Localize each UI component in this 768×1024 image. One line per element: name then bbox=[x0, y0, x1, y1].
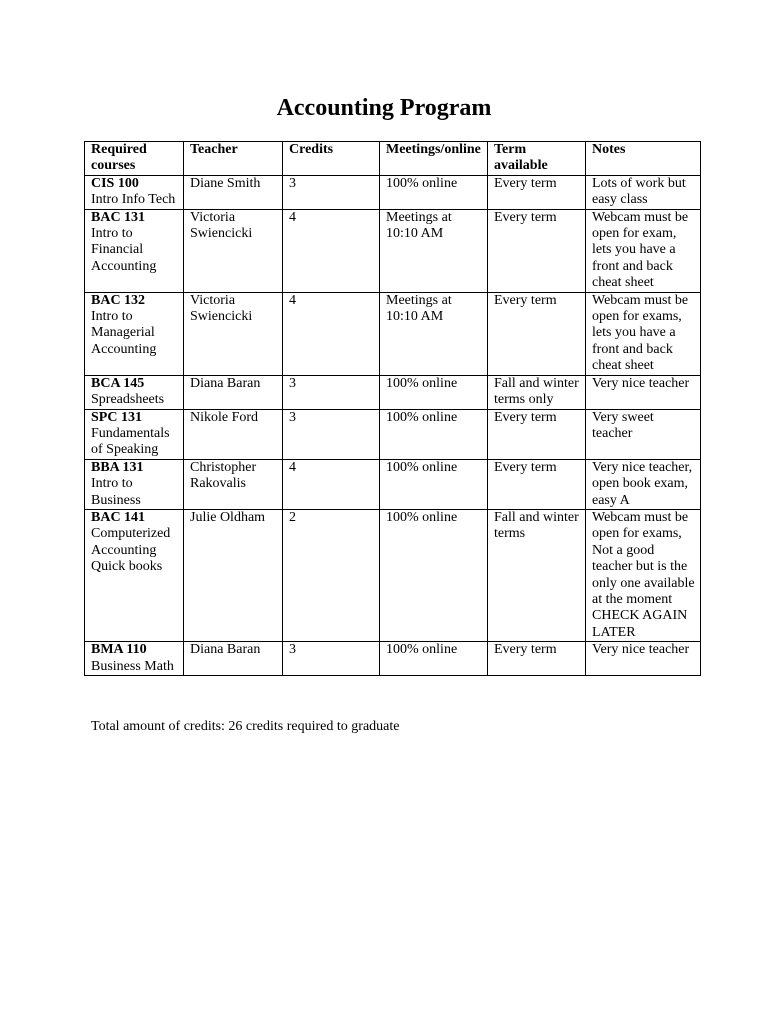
course-code: BAC 131 bbox=[91, 209, 146, 225]
course-cell bbox=[85, 642, 184, 676]
term-cell: Every term bbox=[488, 409, 586, 459]
meetings-cell: 100% online bbox=[380, 459, 488, 509]
header-teacher: Teacher bbox=[184, 142, 283, 176]
teacher-cell: Diana Baran bbox=[184, 642, 283, 676]
table-header-row bbox=[85, 142, 701, 176]
course-code: BCA 145 bbox=[91, 375, 145, 391]
credits-cell: 4 bbox=[283, 459, 380, 509]
course-table bbox=[84, 141, 701, 676]
header-required-courses: Required courses bbox=[85, 142, 184, 176]
notes-cell: Lots of work but easy class bbox=[586, 175, 701, 209]
table-row bbox=[85, 292, 701, 375]
credits-cell: 3 bbox=[283, 175, 380, 209]
course-cell bbox=[85, 509, 184, 641]
teacher-cell: Victoria Swiencicki bbox=[184, 292, 283, 375]
credits-cell: 3 bbox=[283, 375, 380, 409]
course-name: Computerized Accounting Quick books bbox=[91, 526, 171, 575]
course-code: BAC 141 bbox=[91, 509, 146, 525]
course-name: Intro to Financial Accounting bbox=[91, 226, 157, 274]
table-row bbox=[85, 459, 701, 509]
credits-cell: 4 bbox=[283, 292, 380, 375]
meetings-cell: 100% online bbox=[380, 175, 488, 209]
table-row bbox=[85, 409, 701, 459]
course-rows bbox=[85, 175, 701, 675]
teacher-cell: Victoria Swiencicki bbox=[184, 209, 283, 292]
table-row bbox=[85, 509, 701, 641]
course-code: BBA 131 bbox=[91, 459, 144, 475]
notes-cell: Webcam must be open for exam, lets you have a front and back cheat sheet bbox=[586, 209, 701, 292]
course-code: BMA 110 bbox=[91, 642, 147, 658]
notes-cell: Very nice teacher bbox=[586, 642, 701, 676]
meetings-cell: 100% online bbox=[380, 409, 488, 459]
meetings-cell: Meetings at 10:10 AM bbox=[380, 209, 488, 292]
course-name: Fundamentals of Speaking bbox=[91, 425, 170, 458]
credits-cell: 3 bbox=[283, 409, 380, 459]
teacher-cell: Christopher Rakovalis bbox=[184, 459, 283, 509]
credits-cell: 3 bbox=[283, 642, 380, 676]
meetings-cell: 100% online bbox=[380, 642, 488, 676]
total-credits-note: Total amount of credits: 26 credits required to graduate bbox=[91, 719, 400, 734]
teacher-cell: Julie Oldham bbox=[184, 509, 283, 641]
meetings-cell: 100% online bbox=[380, 509, 488, 641]
course-cell bbox=[85, 459, 184, 509]
course-name: Spreadsheets bbox=[91, 392, 165, 408]
course-cell bbox=[85, 209, 184, 292]
header-notes: Notes bbox=[586, 142, 701, 176]
notes-cell: Very nice teacher, open book exam, easy A bbox=[586, 459, 701, 509]
notes-cell: Webcam must be open for exams, Not a good teacher but is the only one available at the moment CHECK AGAIN LATER bbox=[586, 509, 701, 641]
table-row bbox=[85, 375, 701, 409]
teacher-cell: Diane Smith bbox=[184, 175, 283, 209]
course-name: Intro Info Tech bbox=[91, 192, 176, 208]
term-cell: Every term bbox=[488, 459, 586, 509]
course-cell bbox=[85, 175, 184, 209]
course-code: CIS 100 bbox=[91, 175, 139, 191]
course-name: Intro to Managerial Accounting bbox=[91, 309, 157, 357]
term-cell: Every term bbox=[488, 642, 586, 676]
course-code: SPC 131 bbox=[91, 409, 142, 425]
table-row bbox=[85, 209, 701, 292]
credits-cell: 2 bbox=[283, 509, 380, 641]
header-credits: Credits bbox=[283, 142, 380, 176]
notes-cell: Very sweet teacher bbox=[586, 409, 701, 459]
page-title: Accounting Program bbox=[276, 95, 492, 121]
credits-cell: 4 bbox=[283, 209, 380, 292]
teacher-cell: Diana Baran bbox=[184, 375, 283, 409]
course-cell bbox=[85, 409, 184, 459]
meetings-cell: 100% online bbox=[380, 375, 488, 409]
course-cell bbox=[85, 292, 184, 375]
course-code: BAC 132 bbox=[91, 292, 146, 308]
table-row bbox=[85, 642, 701, 676]
meetings-cell: Meetings at 10:10 AM bbox=[380, 292, 488, 375]
course-cell bbox=[85, 375, 184, 409]
course-name: Intro to Business bbox=[91, 476, 141, 508]
term-cell: Fall and winter terms bbox=[488, 509, 586, 641]
term-cell: Every term bbox=[488, 175, 586, 209]
header-meetings-online: Meetings/online bbox=[380, 142, 488, 176]
term-cell: Fall and winter terms only bbox=[488, 375, 586, 409]
header-term-available: Term available bbox=[488, 142, 586, 176]
table-row bbox=[85, 175, 701, 209]
term-cell: Every term bbox=[488, 292, 586, 375]
course-name: Business Math bbox=[91, 658, 174, 674]
teacher-cell: Nikole Ford bbox=[184, 409, 283, 459]
notes-cell: Webcam must be open for exams, lets you have a front and back cheat sheet bbox=[586, 292, 701, 375]
term-cell: Every term bbox=[488, 209, 586, 292]
notes-cell: Very nice teacher bbox=[586, 375, 701, 409]
